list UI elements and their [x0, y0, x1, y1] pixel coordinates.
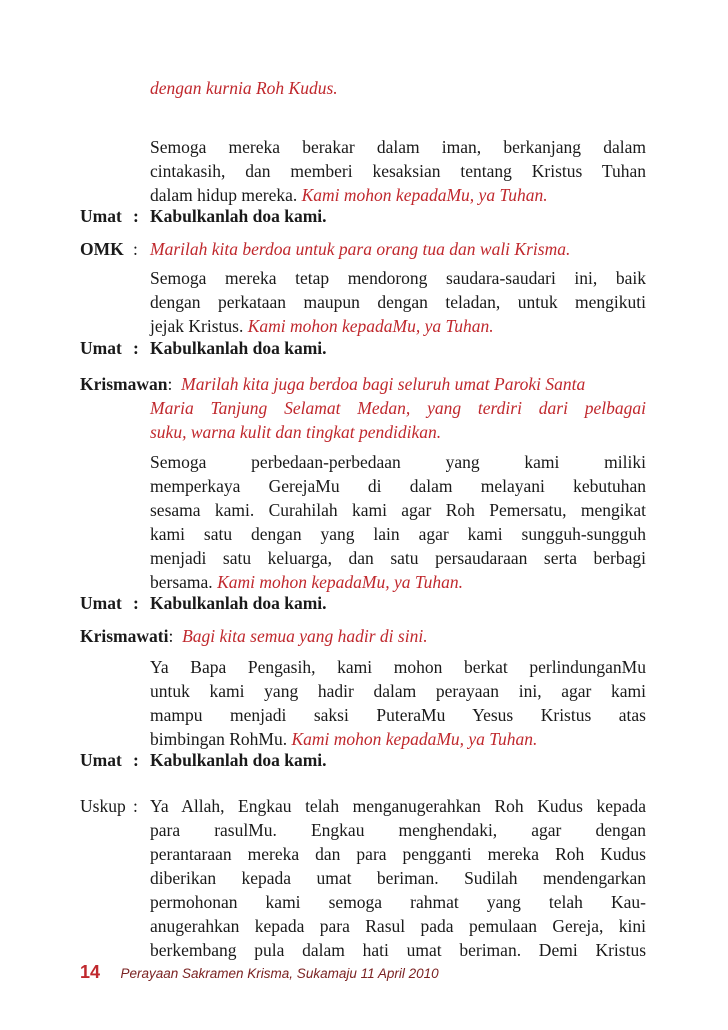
separator-colon: :: [133, 338, 139, 358]
text-line: jejak Kristus. Kami mohon kepadaMu, ya Tuhan.: [150, 316, 494, 336]
text-line: permohonan kami semoga rahmat yang telah Kau-: [150, 892, 646, 912]
speaker-label: Uskup: [80, 796, 126, 816]
text-line: bersama. Kami mohon kepadaMu, ya Tuhan.: [150, 572, 464, 592]
text-line: para rasulMu. Engkau menghendaki, agar dengan: [150, 820, 646, 840]
response-label: Umat: [80, 750, 122, 770]
response-label: Umat: [80, 338, 122, 358]
text-line: mampu menjadi saksi PuteraMu Yesus Kristus atas: [150, 705, 646, 725]
separator-colon: :: [133, 750, 139, 770]
separator-colon: :: [133, 206, 139, 226]
text-line: berkembang pula dalam hati umat beriman. Demi Kristus: [150, 940, 646, 960]
page-footer: [80, 962, 439, 988]
text-line: bimbingan RohMu. Kami mohon kepadaMu, ya Tuhan.: [150, 729, 538, 749]
text-line: memperkaya GerejaMu di dalam melayani kebutuhan: [150, 476, 646, 496]
separator-colon: :: [133, 796, 138, 816]
text-line: Maria Tanjung Selamat Medan, yang terdiri dari pelbagai: [150, 398, 646, 418]
text-line: dengan perkataan maupun dengan teladan, untuk mengikuti: [150, 292, 646, 312]
response-text: Kabulkanlah doa kami.: [150, 750, 327, 770]
separator-colon: :: [133, 239, 138, 259]
speaker-label: OMK: [80, 239, 124, 259]
response-label: Umat: [80, 206, 122, 226]
response-text: Kabulkanlah doa kami.: [150, 593, 327, 613]
text-line: Semoga mereka berakar dalam iman, berkanjang dalam: [150, 137, 646, 157]
separator-colon: :: [133, 593, 139, 613]
text-line: cintakasih, dan memberi kesaksian tentang Kristus Tuhan: [150, 161, 646, 181]
text-line: menjadi satu keluarga, dan satu persaudaraan serta berbagi: [150, 548, 646, 568]
text-line: anugerahkan kepada para Rasul pada pemulaan Gereja, kini: [150, 916, 646, 936]
response-label: Umat: [80, 593, 122, 613]
text-line: dengan kurnia Roh Kudus.: [150, 78, 338, 98]
text-line: suku, warna kulit dan tingkat pendidikan.: [150, 422, 442, 442]
text-line: sesama kami. Curahilah kami agar Roh Pemersatu, mengikat: [150, 500, 646, 520]
response-text: Kabulkanlah doa kami.: [150, 206, 327, 226]
text-line: Semoga perbedaan-perbedaan yang kami miliki: [150, 452, 646, 472]
text-line: untuk kami yang hadir dalam perayaan ini, agar kami: [150, 681, 646, 701]
text-line: dalam hidup mereka. Kami mohon kepadaMu, ya Tuhan.: [150, 185, 548, 205]
text-line: Ya Allah, Engkau telah menganugerahkan Roh Kudus kepada: [150, 796, 646, 816]
text-line: Marilah kita berdoa untuk para orang tua dan wali Krisma.: [150, 239, 571, 259]
text-line: Semoga mereka tetap mendorong saudara-saudari ini, baik: [150, 268, 646, 288]
page-number: 14: [80, 962, 101, 982]
text-line: kami satu dengan yang lain agar kami sungguh-sungguh: [150, 524, 646, 544]
text-line: diberikan kepada umat beriman. Sudilah mendengarkan: [150, 868, 646, 888]
speaker-line: Krismawati: Bagi kita semua yang hadir di sini.: [80, 626, 428, 646]
response-text: Kabulkanlah doa kami.: [150, 338, 327, 358]
text-line: perantaraan mereka dan para pengganti mereka Roh Kudus: [150, 844, 646, 864]
footer-title: Perayaan Sakramen Krisma, Sukamaju 11 April 2010: [120, 966, 439, 981]
text-line: Ya Bapa Pengasih, kami mohon berkat perlindunganMu: [150, 657, 646, 677]
speaker-line: Krismawan: Marilah kita juga berdoa bagi seluruh umat Paroki Santa: [80, 374, 586, 394]
